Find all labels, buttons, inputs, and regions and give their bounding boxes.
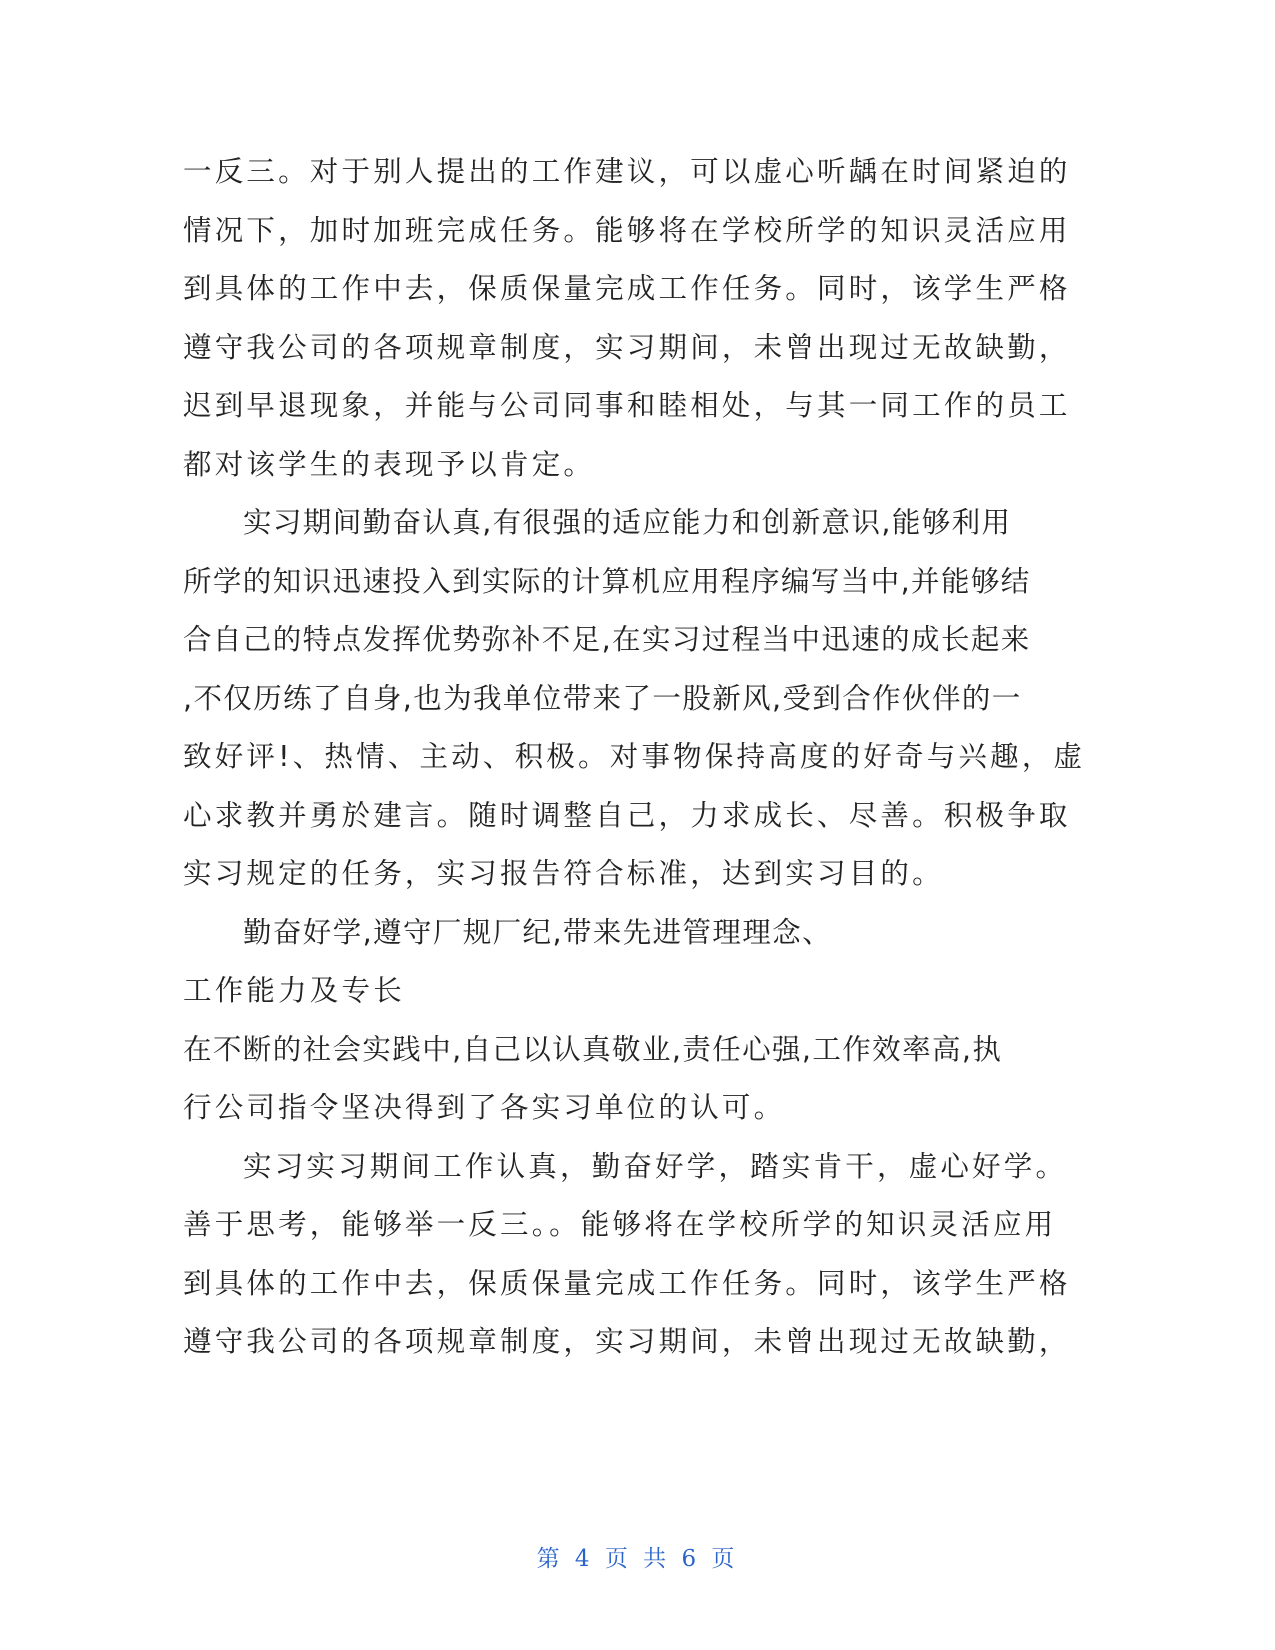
text-line: 遵守我公司的各项规章制度，实习期间，未曾出现过无故缺勤， — [183, 1325, 1071, 1358]
text-line: 情况下，加时加班完成任务。能够将在学校所学的知识灵活应用 — [183, 213, 1071, 247]
text-line: 实习规定的任务，实习报告符合标准，达到实习目的。 — [183, 857, 944, 890]
text-line: 到具体的工作中去，保质保量完成工作任务。同时，该学生严格 — [183, 1266, 1071, 1300]
text-line: ,不仅历练了自身,也为我单位带来了一股新风,受到合作伙伴的一 — [183, 681, 1022, 715]
text-line: 善于思考，能够举一反三。。能够将在学校所学的知识灵活应用 — [183, 1208, 1057, 1241]
text-line: 心求教并勇於建言。随时调整自己，力求成长、尽善。积极争取 — [183, 798, 1071, 832]
text-line: 到具体的工作中去，保质保量完成工作任务。同时，该学生严格 — [183, 272, 1071, 305]
section-heading: 工作能力及专长 — [183, 974, 405, 1007]
text-line: 迟到早退现象，并能与公司同事和睦相处，与其一同工作的员工 — [183, 389, 1071, 422]
paragraph-start-line: 实习期间勤奋认真,有很强的适应能力和创新意识,能够利用 — [243, 506, 1012, 539]
body-text — [183, 143, 1103, 1372]
text-line: 行公司指令坚决得到了各实习单位的认可。 — [183, 1091, 786, 1124]
text-line: 在不断的社会实践中,自己以认真敬业,责任心强,工作效率高,执 — [183, 1032, 1003, 1066]
text-line: 都对该学生的表现予以肯定。 — [183, 447, 596, 481]
text-line: 遵守我公司的各项规章制度，实习期间，未曾出现过无故缺勤， — [183, 330, 1071, 364]
text-line: 所学的知识迅速投入到实际的计算机应用程序编写当中,并能够结 — [183, 564, 1031, 598]
text-line: 一反三。对于别人提出的工作建议，可以虚心听龋在时间紧迫的 — [183, 155, 1071, 188]
page-number-footer: 第 4 页 共 6 页 — [536, 1546, 739, 1572]
text-line: 致好评!、热情、主动、积极。对事物保持高度的好奇与兴趣，虚 — [183, 740, 1086, 773]
paragraph-start-line: 实习实习期间工作认真，勤奋好学，踏实肯干，虚心好学。 — [243, 1149, 1068, 1183]
text-line: 合自己的特点发挥优势弥补不足,在实习过程当中迅速的成长起来 — [183, 623, 1031, 656]
paragraph-start-line: 勤奋好学,遵守厂规厂纪,带来先进管理理念、 — [243, 915, 833, 949]
